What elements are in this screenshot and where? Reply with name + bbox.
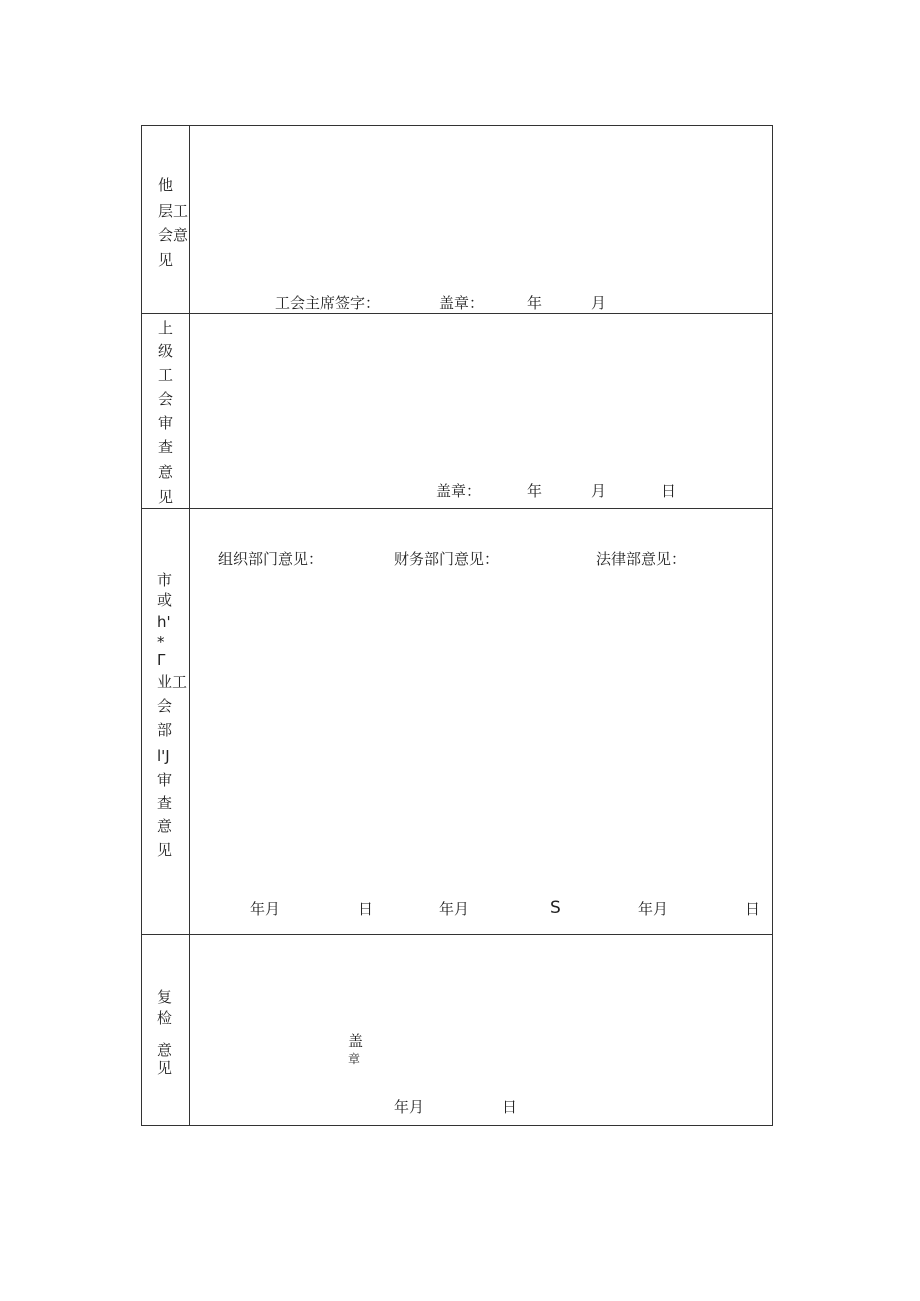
- label-line: 市: [157, 571, 173, 589]
- month-label: 月: [591, 482, 607, 500]
- label-cell: [142, 126, 190, 313]
- label-line: Γ: [157, 651, 166, 669]
- label-line: 或: [157, 591, 173, 609]
- legal-dept-opinion-label: 法律部意见：: [596, 550, 687, 568]
- label-line: h': [157, 613, 171, 631]
- label-line: 级: [158, 342, 174, 360]
- section-city-industry-dept-review: [142, 509, 772, 935]
- date-day: 日: [502, 1098, 518, 1116]
- org-date-day: 日: [358, 900, 374, 918]
- label-line: 他: [158, 176, 174, 194]
- label-line: 见: [158, 488, 174, 506]
- label-line: 查: [158, 438, 174, 456]
- label-line: 审: [157, 771, 173, 789]
- label-line: 工: [158, 366, 174, 384]
- year-label: 年: [527, 294, 543, 312]
- label-line: 业工: [157, 673, 188, 691]
- seal-label-bottom: 章: [348, 1052, 361, 1066]
- label-line: 会意: [158, 226, 189, 244]
- org-dept-opinion-label: 组织部门意见：: [218, 550, 324, 568]
- section-other-union-opinion: [142, 126, 772, 314]
- seal-label: 盖章：: [439, 294, 485, 312]
- label-line: l'J: [157, 747, 170, 765]
- label-line: 见: [157, 841, 173, 859]
- label-line: 意: [157, 817, 173, 835]
- seal-label-top: 盖: [348, 1032, 364, 1050]
- label-line: 检: [157, 1009, 173, 1027]
- day-label: 日: [661, 482, 677, 500]
- section-superior-union-review: [142, 314, 772, 509]
- chair-signature-label: 工会主席签字：: [275, 294, 381, 312]
- seal-label: 盖章：: [436, 482, 482, 500]
- label-line: 会: [157, 697, 173, 715]
- label-line: 查: [157, 794, 173, 812]
- label-line: 复: [157, 988, 173, 1006]
- org-date-year-month: 年月: [250, 900, 281, 918]
- label-line: 意: [158, 463, 174, 481]
- date-year-month: 年月: [394, 1098, 425, 1116]
- label-line: 见: [157, 1059, 173, 1077]
- label-line: 审: [158, 414, 174, 432]
- month-label: 月: [591, 294, 607, 312]
- finance-dept-opinion-label: 财务部门意见：: [394, 550, 500, 568]
- label-line: 部: [157, 721, 173, 739]
- finance-date-year-month: 年月: [439, 900, 470, 918]
- review-form-table: [141, 125, 773, 1126]
- label-line: 见: [158, 251, 174, 269]
- label-cell: [142, 935, 190, 1125]
- label-line: 上: [158, 319, 174, 337]
- finance-date-day: S: [550, 898, 561, 918]
- legal-date-year-month: 年月: [638, 900, 669, 918]
- seal-label-bottom-clip: [348, 1050, 366, 1066]
- label-line: 意: [157, 1041, 173, 1059]
- label-line: *: [157, 633, 165, 651]
- label-line: 会: [158, 390, 174, 408]
- label-line: 层工: [158, 202, 189, 220]
- section-recheck-opinion: [142, 935, 772, 1125]
- label-cell: [142, 509, 190, 934]
- legal-date-day: 日: [745, 900, 761, 918]
- label-cell: [142, 314, 190, 508]
- year-label: 年: [527, 482, 543, 500]
